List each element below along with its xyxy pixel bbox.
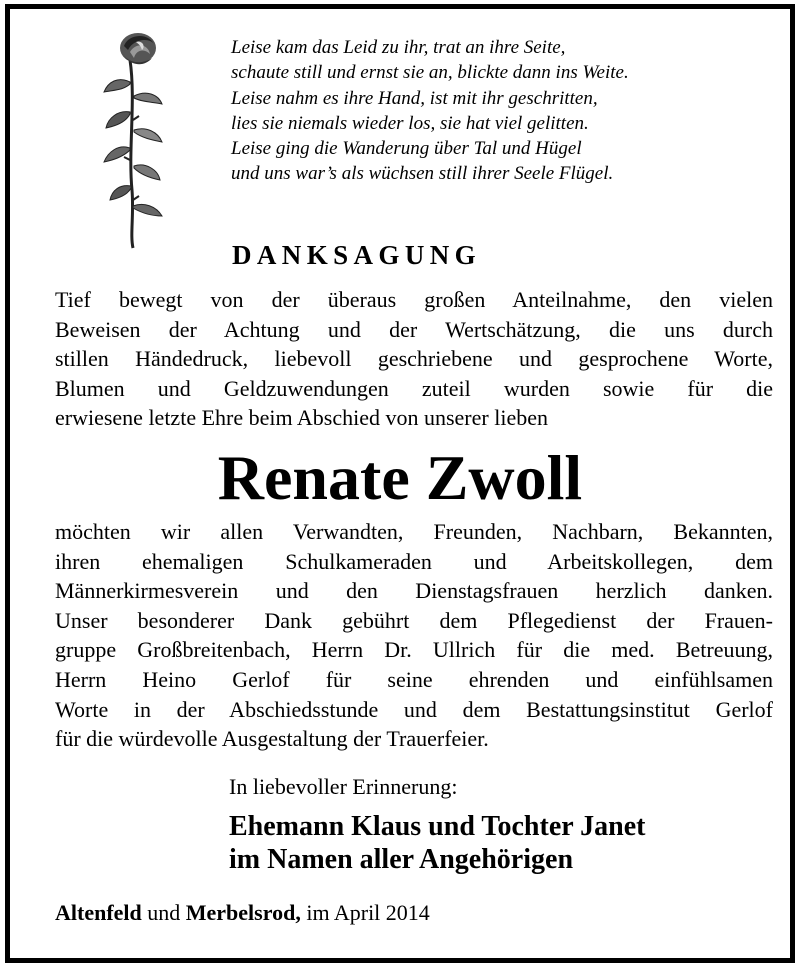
closing-phrase: In liebevoller Erinnerung: (229, 774, 458, 799)
poem-line: lies sie niemals wieder los, sie hat viel gelitten. (231, 112, 589, 134)
paragraph-line: möchten wir allen Verwandten, Freunden, Nachbarn, Bekannten, (55, 519, 773, 544)
paragraph-line: Herrn Heino Gerlof für seine ehrenden und einfühlsamen (55, 666, 773, 692)
paragraph-line: ihren ehemaligen Schulkameraden und Arbeitskollegen, dem (55, 548, 773, 574)
thanks-paragraph (55, 517, 773, 754)
paragraph-line: Männerkirmesverein und den Dienstagsfrauen herzlich danken. (55, 578, 773, 604)
paragraph-line: Beweisen der Achtung und der Wertschätzung, die uns durch (55, 316, 773, 342)
heading-danksagung: DANKSAGUNG (232, 240, 482, 270)
paragraph-line: gruppe Großbreitenbach, Herrn Dr. Ullrich für die med. Betreuung, (55, 637, 773, 663)
paragraph-line: Unser besonderer Dank gebührt dem Pflegedienst der Frauen- (55, 607, 773, 633)
conjunction: und (141, 900, 186, 925)
rose-icon (100, 30, 176, 252)
poem-line: Leise nahm es ihre Hand, ist mit ihr geschritten, (231, 87, 598, 109)
paragraph-line: Worte in der Abschiedsstunde und dem Bestattungsinstitut Gerlof (55, 696, 773, 722)
poem-line: Leise kam das Leid zu ihr, trat an ihre Seite, (231, 37, 566, 58)
paragraph-line: für die würdevolle Ausgestaltung der Trauerfeier. (55, 726, 489, 752)
place-name: Merbelsrod, (185, 900, 301, 925)
paragraph-line: Tief bewegt von der überaus großen Anteilnahme, den vielen (55, 287, 773, 312)
intro-paragraph (55, 285, 773, 433)
signer-line: Ehemann Klaus und Tochter Janet (229, 811, 646, 842)
date-text: im April 2014 (300, 900, 430, 925)
poem-line: schaute still und ernst sie an, blickte dann ins Weite. (231, 62, 629, 84)
poem (231, 35, 629, 187)
paragraph-line: stillen Händedruck, liebevoll geschriebene und gesprochene Worte, (55, 346, 773, 372)
place-name: Altenfeld (55, 900, 142, 925)
signer-line: im Namen aller Angehörigen (229, 844, 574, 875)
deceased-name: Renate Zwoll (217, 442, 583, 513)
signers (229, 810, 646, 876)
poem-line: Leise ging die Wanderung über Tal und Hügel (231, 138, 582, 160)
poem-line: und uns war’s als wüchsen still ihrer Seele Flügel. (231, 163, 614, 185)
place-date-line (55, 898, 430, 928)
paragraph-line: Blumen und Geldzuwendungen zuteil wurden sowie für die (55, 375, 773, 401)
paragraph-line: erwiesene letzte Ehre beim Abschied von unserer lieben (55, 405, 548, 431)
